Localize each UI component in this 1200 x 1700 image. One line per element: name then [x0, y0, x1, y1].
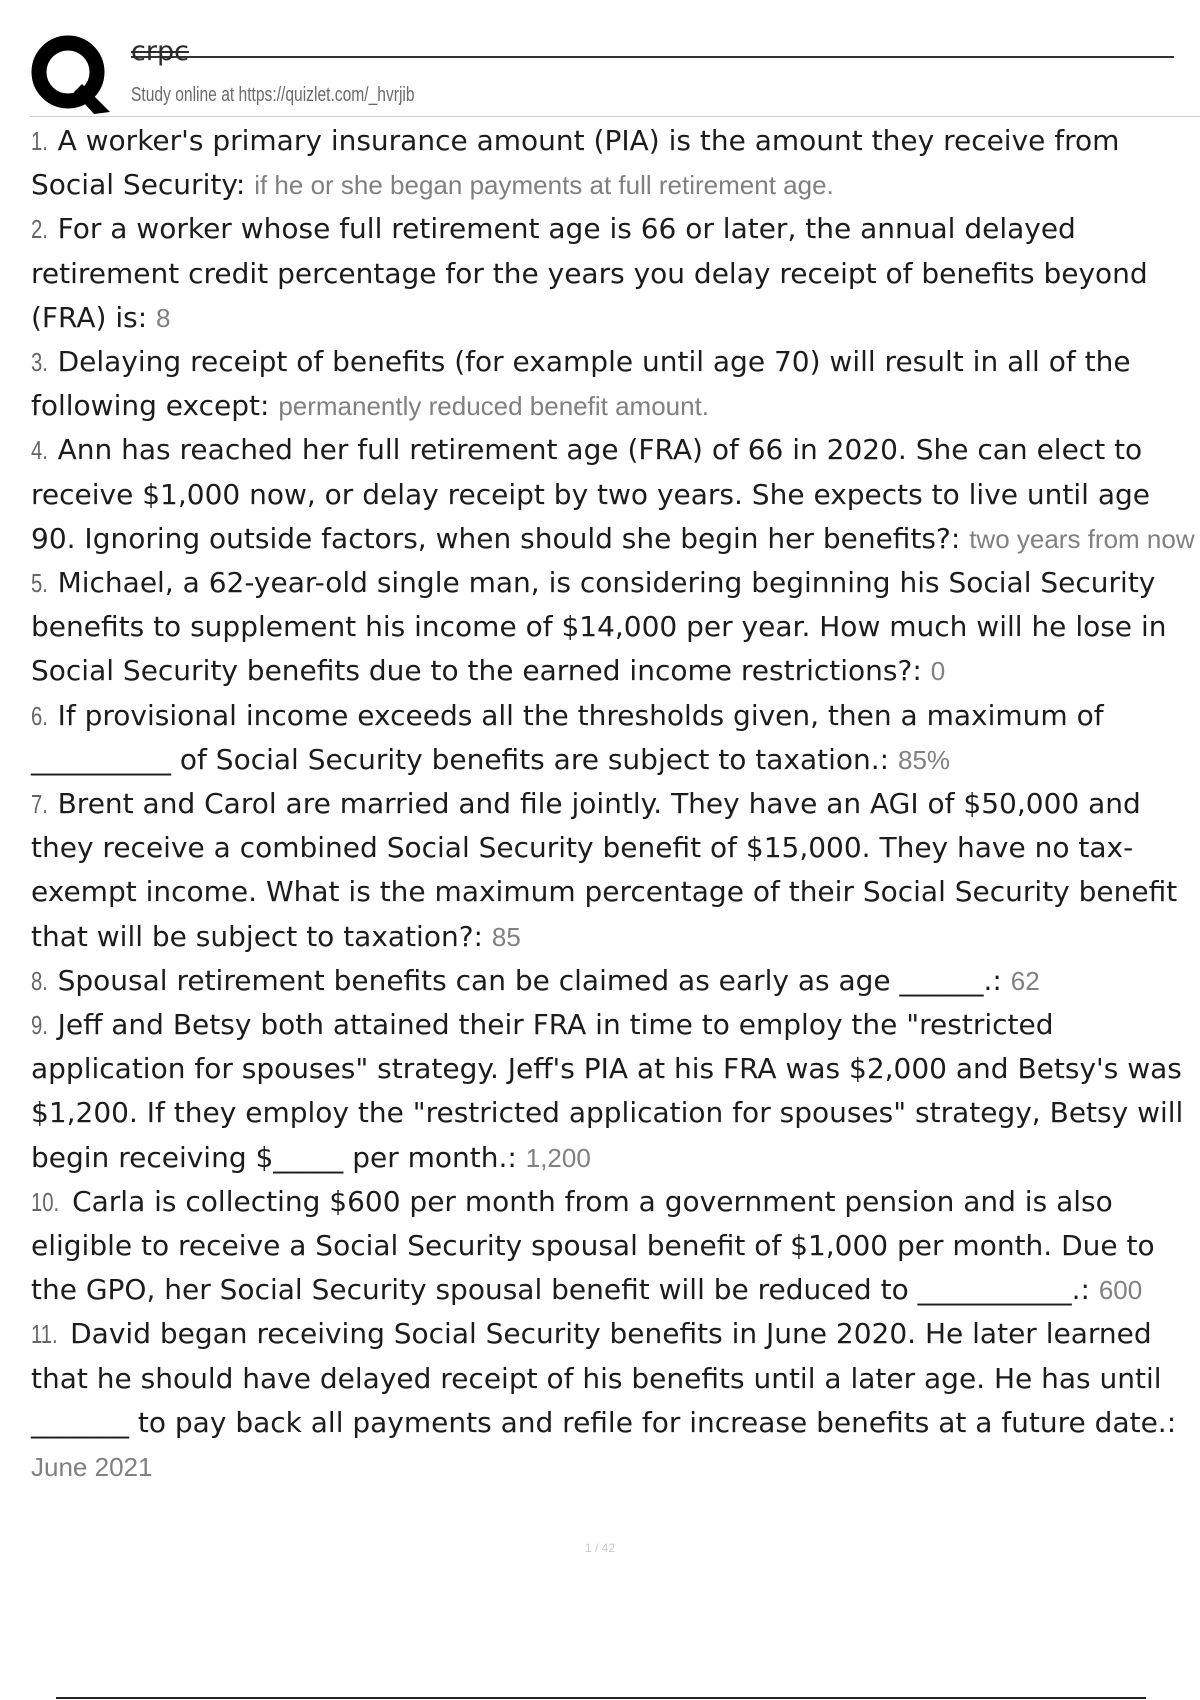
qa-item [31, 1180, 1200, 1313]
qa-item [31, 782, 1200, 959]
question-text: Brent and Carol are married and file jointly. They have an AGI of $50,000 and they receive a combined Social Security benefit of $15,000. They have no tax-exempt income. What is the maximum percentage of their Social Security benefit that will be subject to taxation?: [31, 787, 1178, 953]
question-number: 5. [31, 568, 48, 599]
question-text: If provisional income exceeds all the thresholds given, then a maximum of __________ of Social Security benefits are subject to taxation.: [31, 698, 1104, 776]
answer-text: permanently reduced benefit amount. [278, 391, 710, 422]
question-text: Carla is collecting $600 per month from a government pension and is also eligible to receive a Social Security spousal benefit of $1,000 per month. Due to the GPO, her Social Security spousal benefit will be reduced to ___________.: [31, 1184, 1155, 1307]
question-text: Ann has reached her full retirement age (FRA) of 66 in 2020. She can elect to receive $1,000 now, or delay receipt by two years. She expects to live until age 90. Ignoring outside factors, when should she begin her benefits?: [31, 433, 1150, 555]
page-header [30, 34, 1200, 120]
page-number: 1 / 42 [584, 1541, 616, 1555]
answer-text: if he or she began payments at full retirement age. [254, 170, 834, 201]
qa-list [31, 119, 1200, 1489]
question-text: Jeff and Betsy both attained their FRA in time to employ the "restricted application for spouses" strategy. Jeff's PIA at his FRA was $2,000 and Betsy's was $1,200. If they employ the "restricted application for spouses" strategy, Betsy will begin receiving $_____ per month.: [31, 1008, 1184, 1174]
answer-text: 85 [491, 921, 521, 952]
question-number: 11. [31, 1319, 58, 1350]
footer-divider [56, 1697, 1146, 1699]
qa-item [31, 959, 1200, 1003]
question-number: 10. [31, 1186, 60, 1217]
question-text: Spousal retirement benefits can be claimed as early as age ______.: [57, 963, 1002, 997]
question-number: 9. [31, 1010, 48, 1041]
answer-text: 600 [1098, 1275, 1143, 1306]
question-text: For a worker whose full retirement age is 66 or later, the annual delayed retirement credit percentage for the years you delay receipt of benefits beyond (FRA) is: [31, 212, 1148, 334]
question-number: 1. [31, 126, 48, 156]
question-number: 8. [31, 965, 48, 996]
question-text: David began receiving Social Security benefits in June 2020. He later learned that he should have delayed receipt of his benefits until a later age. He has until _______ to pay back all payments and refile for increase benefits at a future date.: [31, 1317, 1177, 1439]
question-number: 4. [31, 435, 48, 466]
title-rule [131, 56, 1174, 58]
qa-item [31, 207, 1200, 340]
question-text: Michael, a 62-year-old single man, is considering beginning his Social Security benefits to supplement his income of $14,000 per year. How much will he lose in Social Security benefits due to the earned income restrictions?: [31, 566, 1167, 688]
quizlet-logo-icon [30, 34, 112, 114]
answer-text: 0 [930, 656, 946, 687]
qa-item [31, 428, 1200, 561]
question-number: 3. [31, 347, 48, 378]
question-text: A worker's primary insurance amount (PIA) is the amount they receive from Social Security: [31, 124, 1120, 202]
answer-text: 8 [156, 302, 171, 333]
question-text: Delaying receipt of benefits (for example until age 70) will result in all of the following except: [31, 345, 1131, 423]
qa-item [31, 1312, 1200, 1489]
answer-text: 62 [1010, 965, 1040, 996]
qa-item [31, 119, 1200, 207]
question-number: 6. [31, 700, 48, 731]
answer-text: 85% [897, 744, 951, 775]
question-number: 2. [31, 214, 48, 245]
study-online-link[interactable]: Study online at https://quizlet.com/_hvrjib [131, 84, 415, 106]
answer-text: June 2021 [31, 1452, 153, 1483]
qa-item [31, 1003, 1200, 1180]
header-divider [30, 116, 1200, 117]
qa-item [31, 694, 1200, 782]
answer-text: 1,200 [525, 1142, 591, 1173]
question-number: 7. [31, 789, 48, 820]
deck-title: crpc [131, 36, 189, 67]
qa-item [31, 561, 1200, 694]
qa-item [31, 340, 1200, 428]
answer-text: two years from now [969, 523, 1195, 554]
